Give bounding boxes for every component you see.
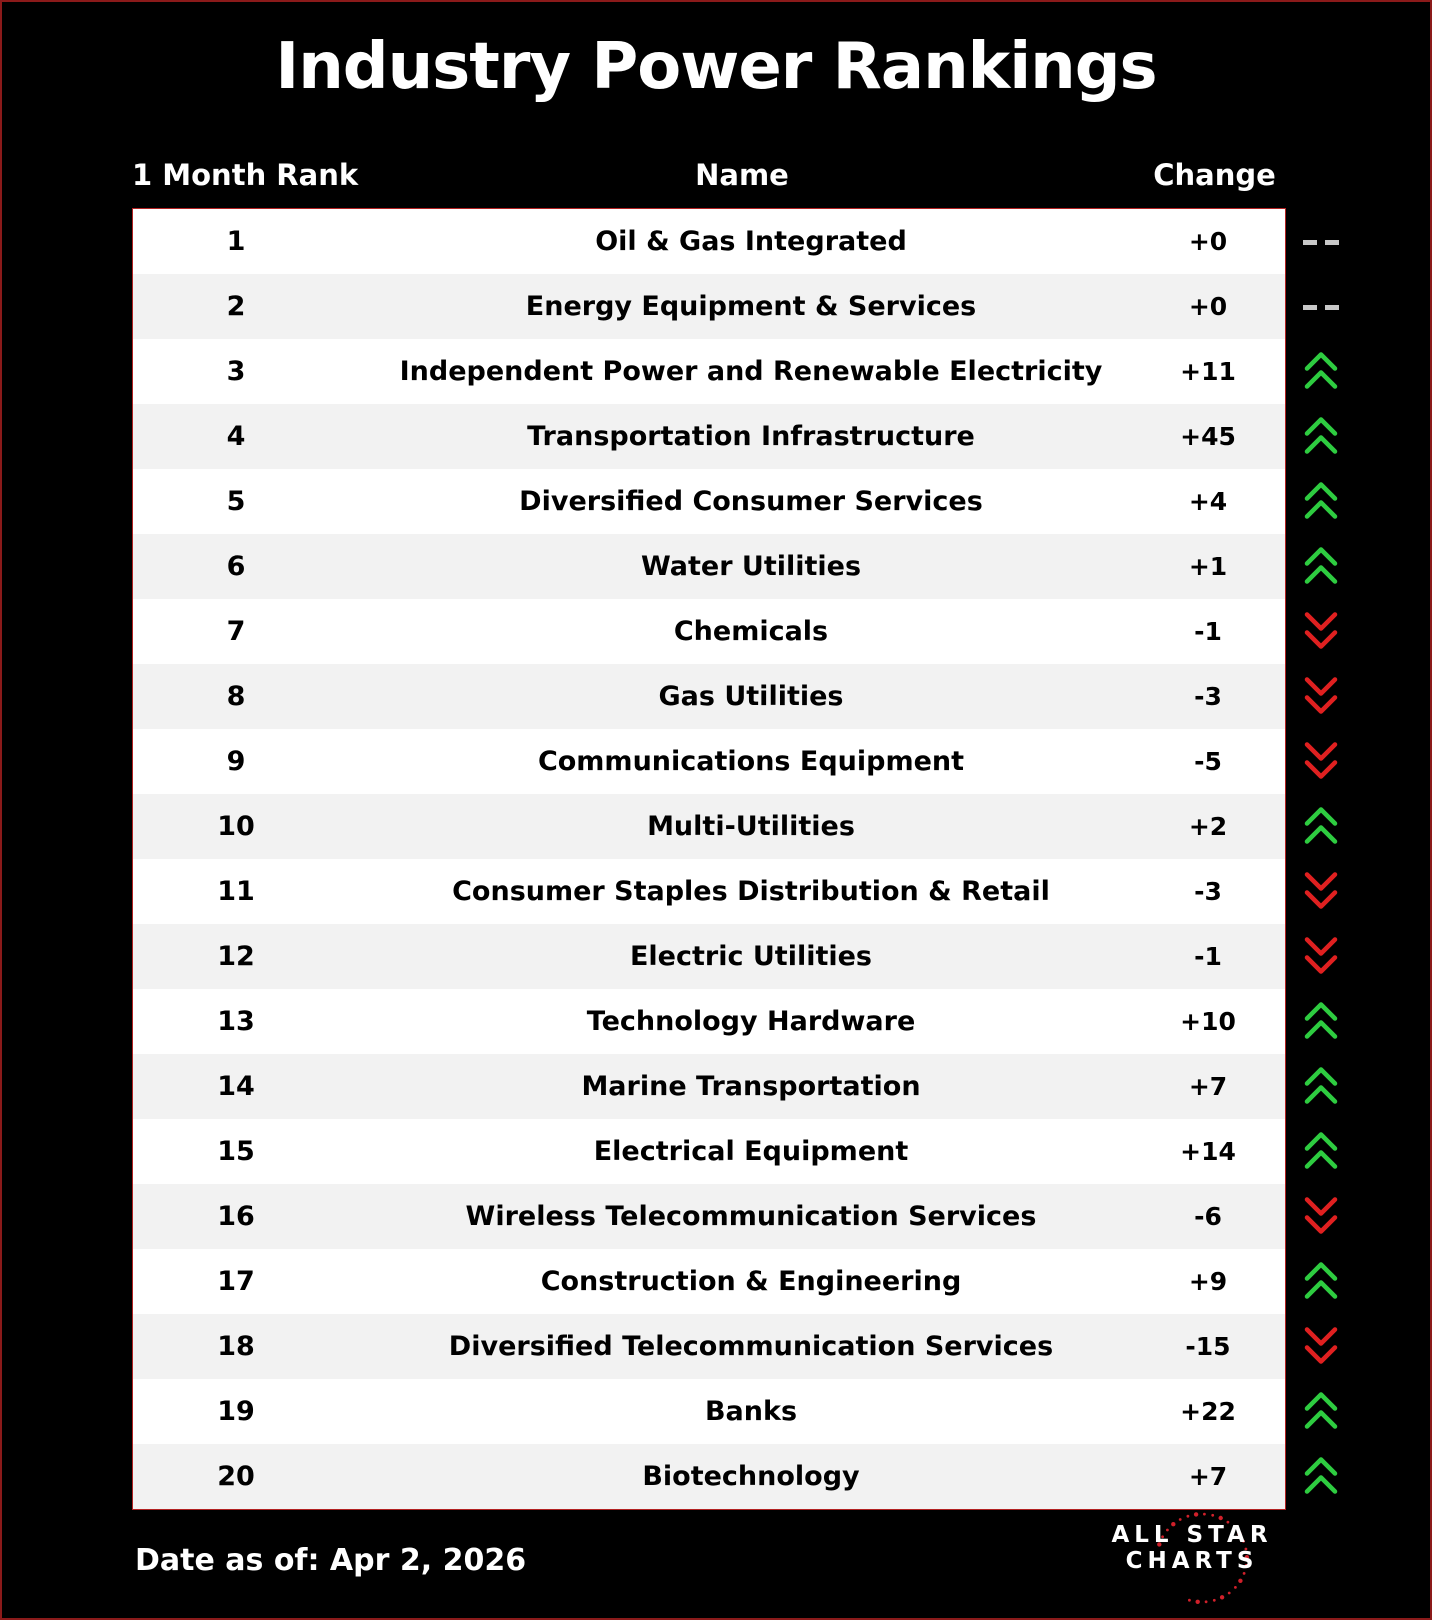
up-chevron-icon — [1307, 420, 1335, 452]
change-cell: -1 — [1194, 942, 1222, 971]
industry-name-cell: Marine Transportation — [581, 1071, 921, 1102]
logo-star-dot — [1203, 1513, 1206, 1516]
rank-cell: 2 — [226, 291, 246, 322]
rank-cell: 12 — [217, 941, 255, 972]
up-chevron-icon — [1307, 550, 1335, 582]
table-row — [133, 469, 1285, 534]
logo-star-dot — [1179, 1518, 1182, 1521]
change-cell: +0 — [1188, 292, 1228, 321]
rank-cell: 8 — [226, 681, 246, 712]
change-cell: +2 — [1188, 812, 1228, 841]
header-change: Change — [1153, 158, 1276, 192]
change-cell: +14 — [1180, 1137, 1236, 1166]
logo-star-dot — [1211, 1514, 1214, 1517]
change-cell: -6 — [1194, 1202, 1222, 1231]
rank-cell: 9 — [226, 746, 246, 777]
logo-star-dot — [1234, 1586, 1237, 1589]
logo-star-dot — [1188, 1599, 1191, 1602]
table-row — [133, 924, 1285, 989]
brand-logo — [1102, 1510, 1302, 1610]
change-cell: +22 — [1180, 1397, 1236, 1426]
rank-cell: 19 — [217, 1396, 255, 1427]
industry-name-cell: Water Utilities — [640, 551, 862, 582]
industry-name-cell: Multi-Utilities — [647, 811, 855, 842]
down-chevron-icon — [1307, 1200, 1335, 1232]
rank-cell: 11 — [217, 876, 255, 907]
change-cell: +11 — [1180, 357, 1236, 386]
change-cell: -15 — [1185, 1332, 1231, 1361]
logo-star-dot — [1228, 1592, 1231, 1595]
table-row — [133, 599, 1285, 664]
up-chevron-icon — [1307, 1460, 1335, 1492]
rank-cell: 10 — [217, 811, 255, 842]
down-chevron-icon — [1307, 940, 1335, 972]
table-row — [133, 1184, 1285, 1249]
up-chevron-icon — [1307, 1005, 1335, 1037]
down-chevron-icon — [1307, 875, 1335, 907]
industry-name-cell: Electric Utilities — [629, 941, 873, 972]
industry-name-cell: Transportation Infrastructure — [527, 421, 975, 452]
change-cell: -5 — [1194, 747, 1222, 776]
up-chevron-icon — [1307, 1135, 1335, 1167]
industry-name-cell: Independent Power and Renewable Electricity — [399, 356, 1103, 387]
logo-star-dot — [1194, 1512, 1198, 1516]
table-row — [133, 1249, 1285, 1314]
change-cell: +9 — [1188, 1267, 1228, 1296]
rank-cell: 18 — [217, 1331, 255, 1362]
table-row — [133, 1119, 1285, 1184]
down-chevron-icon — [1307, 615, 1335, 647]
page-title: Industry Power Rankings — [275, 30, 1157, 104]
change-cell: -3 — [1194, 877, 1222, 906]
rank-cell: 14 — [217, 1071, 255, 1102]
table-row — [133, 1379, 1285, 1444]
industry-name-cell: Electrical Equipment — [593, 1136, 909, 1167]
change-cell: +7 — [1188, 1462, 1228, 1491]
change-indicators — [1284, 208, 1384, 1508]
table-row — [133, 664, 1285, 729]
industry-name-cell: Wireless Telecommunication Services — [465, 1201, 1037, 1232]
down-chevron-icon — [1307, 680, 1335, 712]
up-chevron-icon — [1307, 1070, 1335, 1102]
table-row — [133, 534, 1285, 599]
industry-name-cell: Oil & Gas Integrated — [595, 226, 907, 257]
table-row — [133, 729, 1285, 794]
logo-star-dot — [1220, 1595, 1224, 1599]
logo-star-dot — [1187, 1515, 1190, 1518]
industry-name-cell: Energy Equipment & Services — [525, 291, 977, 322]
industry-name-cell: Gas Utilities — [658, 681, 844, 712]
logo-line-1: ALL STAR — [1111, 1522, 1273, 1548]
up-chevron-icon — [1307, 485, 1335, 517]
change-cell: +4 — [1188, 487, 1228, 516]
industry-name-cell: Diversified Consumer Services — [519, 486, 983, 517]
rank-cell: 16 — [217, 1201, 255, 1232]
down-chevron-icon — [1307, 745, 1335, 777]
logo-star-dot — [1205, 1600, 1208, 1603]
header-rank: 1 Month Rank — [132, 158, 359, 192]
rank-cell: 6 — [226, 551, 246, 582]
change-cell: +45 — [1180, 422, 1236, 451]
table-row — [133, 989, 1285, 1054]
change-cell: +10 — [1180, 1007, 1236, 1036]
rank-cell: 20 — [217, 1461, 255, 1492]
table-row — [133, 1054, 1285, 1119]
table-row — [133, 1444, 1285, 1509]
industry-name-cell: Technology Hardware — [586, 1006, 916, 1037]
industry-name-cell: Communications Equipment — [537, 746, 965, 777]
industry-name-cell: Consumer Staples Distribution & Retail — [452, 876, 1050, 907]
header-name: Name — [695, 158, 789, 192]
industry-name-cell: Banks — [704, 1396, 798, 1427]
change-cell: -1 — [1194, 617, 1222, 646]
change-cell: +0 — [1188, 227, 1228, 256]
table-row — [133, 209, 1285, 274]
rank-cell: 7 — [226, 616, 246, 647]
table-row — [133, 1314, 1285, 1379]
industry-name-cell: Construction & Engineering — [540, 1266, 962, 1297]
table-row — [133, 274, 1285, 339]
rank-cell: 13 — [217, 1006, 255, 1037]
up-chevron-icon — [1307, 1265, 1335, 1297]
rank-cell: 4 — [226, 421, 246, 452]
logo-line-2: CHARTS — [1125, 1548, 1259, 1574]
up-chevron-icon — [1307, 1395, 1335, 1427]
rank-cell: 15 — [217, 1136, 255, 1167]
down-chevron-icon — [1307, 1330, 1335, 1362]
table-row — [133, 404, 1285, 469]
logo-star-dot — [1196, 1600, 1200, 1604]
table-row — [133, 794, 1285, 859]
rank-cell: 1 — [226, 226, 246, 257]
industry-name-cell: Biotechnology — [642, 1461, 860, 1492]
up-chevron-icon — [1307, 810, 1335, 842]
date-label: Date as of: Apr 2, 2026 — [135, 1543, 527, 1578]
table-row — [133, 339, 1285, 404]
rankings-table — [132, 208, 1286, 1510]
change-cell: +1 — [1188, 552, 1228, 581]
change-cell: -3 — [1194, 682, 1222, 711]
rank-cell: 5 — [226, 486, 246, 517]
change-cell: +7 — [1188, 1072, 1228, 1101]
table-row — [133, 859, 1285, 924]
up-chevron-icon — [1307, 355, 1335, 387]
industry-name-cell: Chemicals — [673, 616, 829, 647]
logo-star-dot — [1213, 1599, 1216, 1602]
industry-name-cell: Diversified Telecommunication Services — [448, 1331, 1054, 1362]
rank-cell: 17 — [217, 1266, 255, 1297]
rank-cell: 3 — [226, 356, 246, 387]
logo-star-dot — [1219, 1516, 1223, 1520]
logo-star-dot — [1238, 1579, 1242, 1583]
